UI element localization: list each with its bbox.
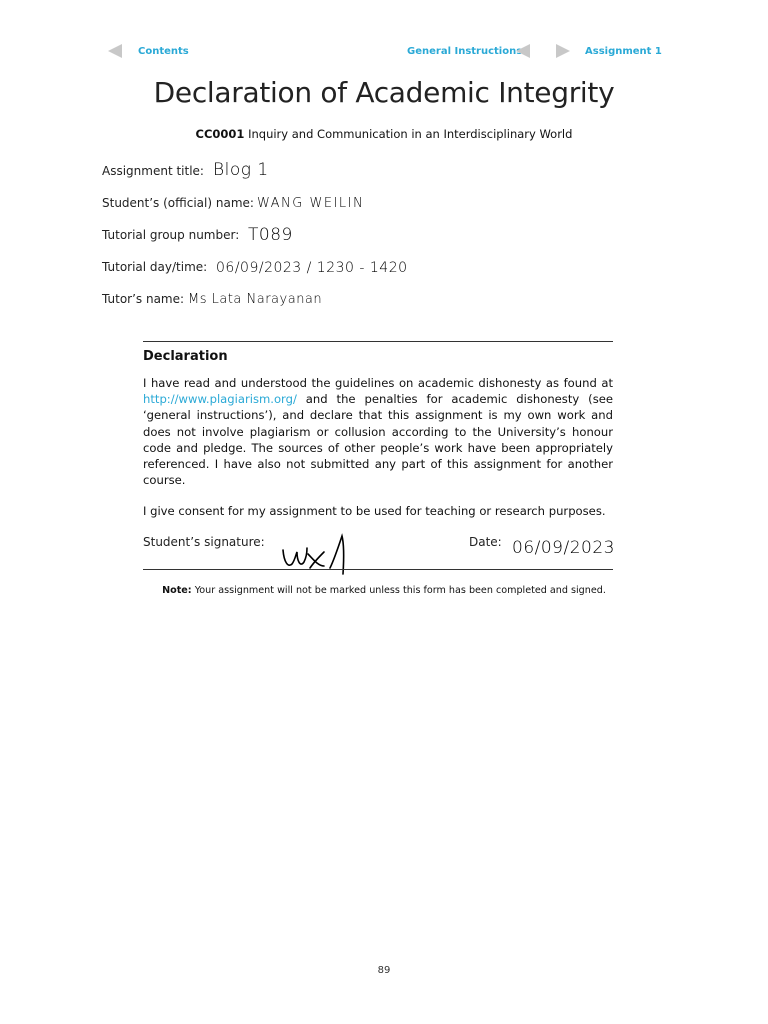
signature-label: Student’s signature:	[143, 535, 265, 549]
page-number: 89	[377, 965, 391, 976]
assignment-title-label: Assignment title:	[102, 164, 204, 178]
tutorial-group-label: Tutorial group number:	[102, 228, 240, 242]
course-subtitle	[0, 127, 768, 141]
note-text: Your assignment will not be marked unless this form has been completed and signed.	[191, 585, 606, 596]
note-prefix: Note:	[162, 585, 192, 596]
general-instructions-link[interactable]: General Instructions	[407, 46, 523, 57]
next-arrow-icon[interactable]	[556, 44, 570, 58]
contents-link[interactable]: Contents	[138, 46, 189, 57]
declaration-bottom-rule	[143, 569, 613, 570]
assignment-title-value: Blog 1	[213, 160, 269, 180]
declaration-text	[143, 375, 613, 488]
tutorial-group-value: T089	[248, 225, 293, 245]
previous-arrow-icon[interactable]	[516, 44, 530, 58]
student-name-label: Student’s (official) name:	[102, 196, 254, 210]
tutor-name-value: Ms Lata Narayanan	[188, 292, 323, 307]
form-note	[0, 585, 768, 596]
tutorial-day-value: 06/09/2023 / 1230 - 1420	[216, 260, 408, 276]
declaration-top-rule	[143, 341, 613, 342]
date-label: Date:	[469, 535, 502, 549]
tutor-name-label: Tutor’s name:	[102, 292, 185, 306]
plagiarism-link[interactable]: http://www.plagiarism.org/	[143, 392, 297, 407]
date-value: 06/09/2023	[512, 538, 615, 558]
course-name: Inquiry and Communication in an Interdisciplinary World	[248, 127, 573, 141]
student-name-value: WANG WEILIN	[257, 196, 365, 211]
declaration-text-start: I have read and understood the guidelines on academic dishonesty as found at	[143, 376, 613, 390]
signature-image	[280, 532, 352, 578]
consent-statement: I give consent for my assignment to be used for teaching or research purposes.	[143, 504, 606, 518]
back-arrow-icon[interactable]	[108, 44, 122, 58]
page-title: Declaration of Academic Integrity	[153, 76, 615, 109]
declaration-text-end: and the penalties for academic dishonesty (see ‘general instructions’), and declare that this assignment is my own work and does not involve plagiarism or collusion according to the University’s honour code and pledge. The sources of other people’s work have been appropriately referenced. I have also not submitted any part of this assignment for another course.	[143, 392, 613, 488]
tutorial-day-label: Tutorial day/time:	[102, 260, 208, 274]
declaration-heading: Declaration	[143, 349, 228, 364]
top-navigation	[0, 44, 768, 62]
course-code: CC0001	[195, 127, 245, 141]
assignment-link[interactable]: Assignment 1	[585, 46, 662, 57]
